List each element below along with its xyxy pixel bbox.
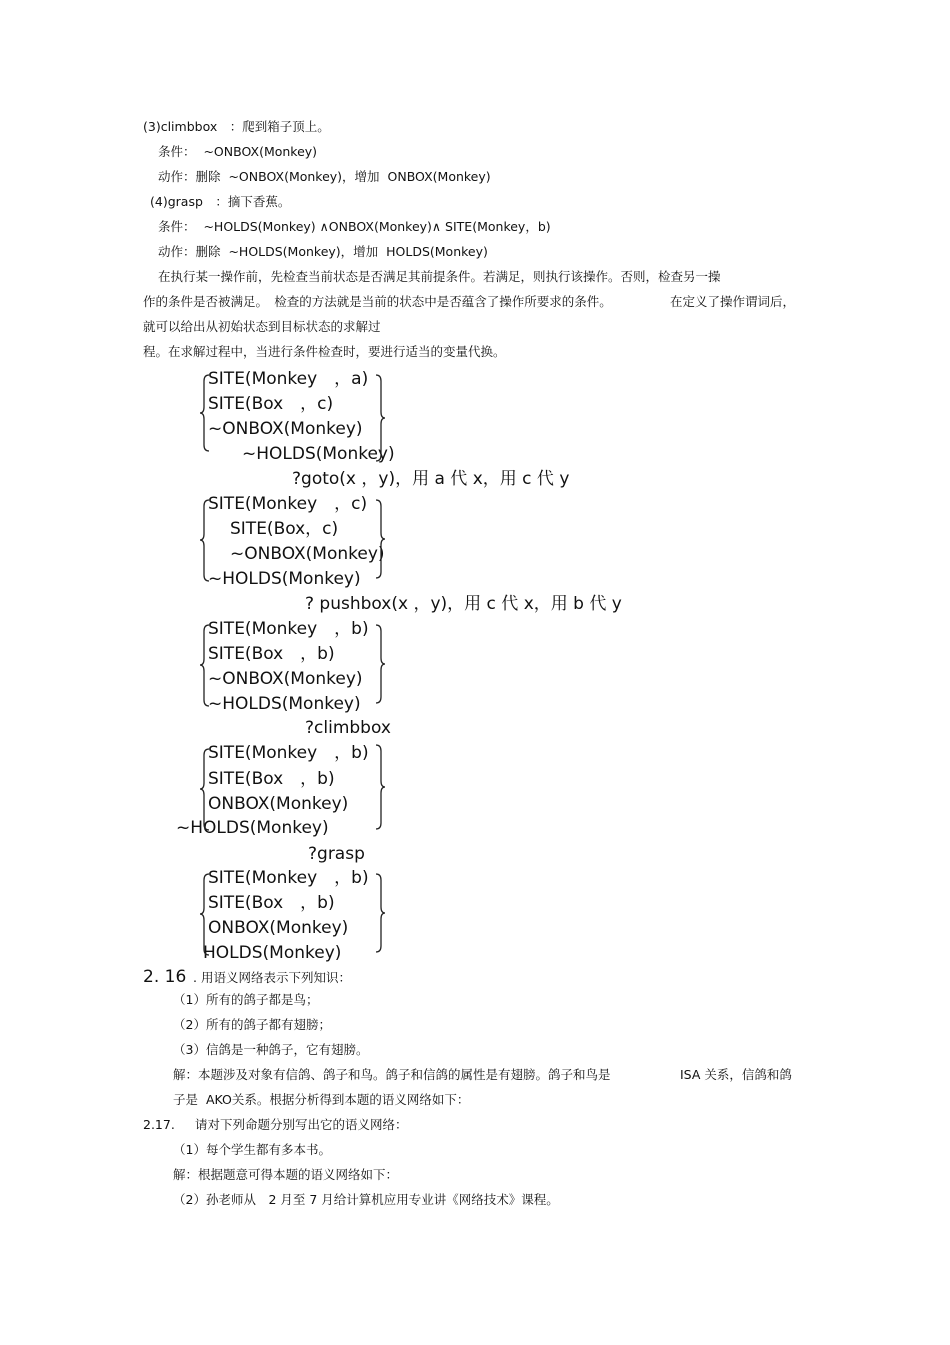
q216-number: 2. 16 [143,967,187,987]
q216-answer-line-2: 子是 AKO关系。根据分析得到本题的语义网络如下： [173,1092,470,1107]
state3-line-3: ~ONBOX(Monkey) [208,669,363,689]
state5-left-brace [199,872,211,957]
state3-line-4: ~HOLDS(Monkey) [208,694,361,714]
grasp-action: 动作：删除 ~HOLDS(Monkey)，增加 HOLDS(Monkey) [158,244,488,259]
q216-item-2: （2）所有的鸽子都有翅膀； [173,1017,331,1032]
q216-title: . 用语义网络表示下列知识： [193,970,351,985]
state5-right-brace [374,872,386,954]
q216-answer-line-1b: ISA 关系，信鸽和鸽 [680,1067,792,1082]
state5-line-4: HOLDS(Monkey) [203,943,342,963]
state1-line-2: SITE(Box ，c) [208,394,334,414]
climbbox-action: 动作：删除 ~ONBOX(Monkey)，增加 ONBOX(Monkey) [158,169,491,184]
state4-line-3: ONBOX(Monkey) [208,794,349,814]
state5-line-3: ONBOX(Monkey) [208,918,349,938]
step-goto: ?goto(x ，y)，用 a 代 x，用 c 代 y [292,469,570,489]
q216-item-1: （1）所有的鸽子都是鸟； [173,992,319,1007]
state1-line-1: SITE(Monkey ，a) [208,369,369,389]
state2-line-3: ~ONBOX(Monkey) [230,544,385,564]
q217-number: 2.17. [143,1117,175,1132]
q216-answer-line-1a: 解：本题涉及对象有信鸽、鸽子和鸟。鸽子和信鸽的属性是有翅膀。鸽子和鸟是 [173,1067,611,1082]
q217-title: 请对下列命题分别写出它的语义网络： [195,1117,408,1132]
paragraph-line-2a: 作的条件是否被满足。 检查的方法就是当前的状态中是否蕴含了操作所要求的条件。 [143,294,612,309]
q217-item-2: （2）孙老师从 2 月至 7 月给计算机应用专业讲《网络技术》课程。 [173,1192,559,1207]
state3-left-brace [199,623,211,708]
state4-line-1: SITE(Monkey ，b) [208,743,369,763]
state2-line-4: ~HOLDS(Monkey) [208,569,361,589]
state1-right-brace [374,373,386,463]
paragraph-line-2b: 在定义了操作谓词后， [670,294,796,309]
q217-answer-1: 解：根据题意可得本题的语义网络如下： [173,1167,399,1182]
state2-left-brace [199,498,211,583]
paragraph-line-3: 就可以给出从初始状态到目标状态的求解过 [143,319,381,334]
state4-right-brace [374,743,386,831]
q217-item-1: （1）每个学生都有多本书。 [173,1142,331,1157]
state1-left-brace [199,373,211,453]
state1-line-3: ~ONBOX(Monkey) [208,419,363,439]
state3-line-2: SITE(Box ，b) [208,644,335,664]
state2-line-2: SITE(Box，c) [230,519,339,539]
grasp-condition: 条件： ~HOLDS(Monkey) ∧ONBOX(Monkey)∧ SITE(Monkey，b) [158,219,551,234]
step-pushbox: ? pushbox(x ，y)，用 c 代 x，用 b 代 y [305,594,622,614]
step-climbbox: ?climbbox [305,718,391,738]
climbbox-condition: 条件： ~ONBOX(Monkey) [158,144,318,159]
step-grasp: ?grasp [308,844,365,864]
state4-left-brace [199,747,211,832]
grasp-title: (4)grasp ：摘下香蕉。 [150,194,291,209]
climbbox-title: (3)climbbox ：爬到箱子顶上。 [143,119,330,134]
state4-line-2: SITE(Box ，b) [208,769,335,789]
paragraph-line-1: 在执行某一操作前，先检查当前状态是否满足其前提条件。若满足，则执行该操作。否则，检查另一操 [158,269,721,284]
state1-line-4: ~HOLDS(Monkey) [242,444,395,464]
state2-line-1: SITE(Monkey ，c) [208,494,368,514]
state5-line-2: SITE(Box ，b) [208,893,335,913]
state4-line-4: ~HOLDS(Monkey) [176,818,329,838]
state3-right-brace [374,623,386,705]
state5-line-1: SITE(Monkey ，b) [208,868,369,888]
state3-line-1: SITE(Monkey ，b) [208,619,369,639]
paragraph-line-4: 程。在求解过程中，当进行条件检查时，要进行适当的变量代换。 [143,344,506,359]
q216-item-3: （3）信鸽是一种鸽子，它有翅膀。 [173,1042,369,1057]
state2-right-brace [374,498,386,580]
